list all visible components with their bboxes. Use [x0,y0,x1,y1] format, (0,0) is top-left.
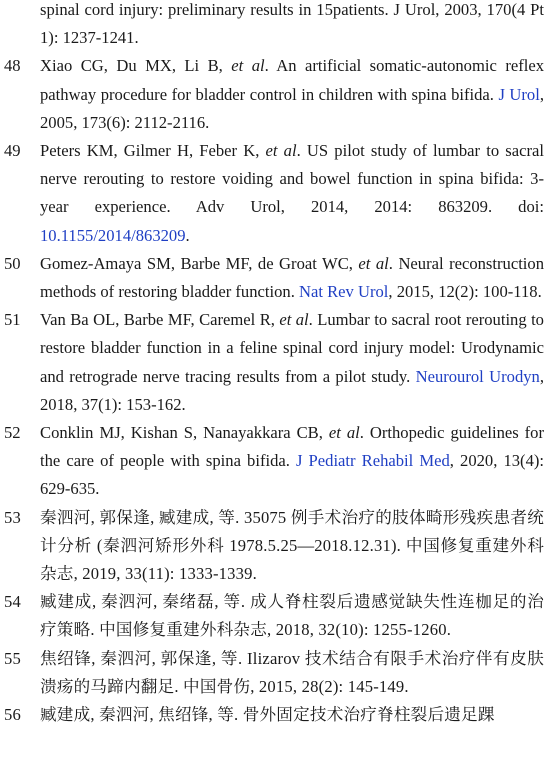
reference-details: , 2015, 12(2): 100-118. [388,282,542,302]
reference-etal: et al [279,310,309,330]
reference-details: , 2018, 37(1): 153-162. [40,366,544,414]
reference-title: . Orthopedic guidelines for the care of people with spina bifida. [40,423,545,471]
reference-title: . US pilot study of lumbar to sacral nerve rerouting to restore voiding and bowel function in spina bifida: 3-year experience. Adv Urol, 2014, 2014: 863209. doi: [40,141,544,217]
reference-item [0,137,548,250]
reference-item [0,504,548,589]
reference-text [40,306,544,419]
reference-text: spinal cord injury: preliminary results in 15patients. J Urol, 2003, 170(4 Pt 1): 1237-1241. [40,0,544,48]
doi-link[interactable]: 10.1155/2014/863209 [40,225,186,245]
reference-text: 秦泗河, 郭保逢, 臧建成, 等. 35075 例手术治疗的肢体畸形残疾患者统计分析 (秦泗河矫形外科 1978.5.25—2018.12.31). 中国修复重建外科杂志, 2019, 33(11): 1333-1339. [40,507,544,584]
reference-details: , 2020, 13(4): 629-635. [40,451,545,499]
reference-authors: Van Ba OL, Barbe MF, Caremel R, [40,310,280,330]
reference-number: 53 [4,507,21,527]
reference-authors: Conklin MJ, Kishan S, Nanayakkara CB, [40,423,329,443]
reference-etal: et al [265,141,297,161]
reference-details: . [185,225,190,245]
reference-item [0,588,548,644]
journal-link[interactable]: J Pediatr Rehabil Med [296,451,450,471]
reference-item [0,0,548,52]
reference-number: 56 [4,705,21,725]
reference-authors: Peters KM, Gilmer H, Feber K, [40,141,266,161]
reference-number: 48 [4,56,21,76]
reference-item [0,645,548,701]
reference-text: 臧建成, 秦泗河, 秦绪磊, 等. 成人脊柱裂后遗感觉缺失性连枷足的治疗策略. 中国修复重建外科杂志, 2018, 32(10): 1255-1260. [40,592,544,640]
reference-text: 臧建成, 秦泗河, 焦绍锋, 等. 骨外固定技术治疗脊柱裂后遗足踝 [40,705,495,725]
reference-number: 55 [4,648,21,668]
reference-text [40,419,544,504]
reference-etal: et al [231,56,265,76]
reference-authors: Gomez-Amaya SM, Barbe MF, de Groat WC, [40,253,359,273]
reference-authors: Xiao CG, Du MX, Li B, [40,56,232,76]
reference-item [0,52,548,137]
reference-title: . Neural reconstruction methods of restoring bladder function. [40,253,545,302]
reference-item [0,419,548,504]
reference-text [40,52,544,137]
reference-text [40,250,544,306]
reference-details: , 2005, 173(6): 2112-2116. [40,84,544,132]
reference-number: 49 [4,141,21,161]
journal-link[interactable]: Neurourol Urodyn [415,366,540,386]
journal-link[interactable]: Nat Rev Urol [299,282,389,302]
reference-title: . An artificial somatic-autonomic reflex pathway procedure for bladder control in children with spina bifida. [40,56,545,104]
reference-number: 52 [4,423,21,443]
reference-number: 51 [4,310,21,330]
reference-item [0,701,548,729]
reference-number: 54 [4,592,21,612]
reference-etal: et al [328,423,360,443]
reference-etal: et al [358,253,389,273]
reference-item [0,250,548,306]
journal-link[interactable]: J Urol [498,84,540,104]
reference-item [0,306,548,419]
reference-number: 50 [4,253,21,273]
reference-title: . Lumbar to sacral root rerouting to restore bladder function in a feline spinal cord injury model: Urodynamic and retrograde nerve tracing results from a pilot study. [40,310,544,386]
reference-text: 焦绍锋, 秦泗河, 郭保逢, 等. Ilizarov 技术结合有限手术治疗伴有皮肤溃疡的马蹄内翻足. 中国骨伤, 2015, 28(2): 145-149. [40,648,544,696]
reference-text [40,137,544,250]
